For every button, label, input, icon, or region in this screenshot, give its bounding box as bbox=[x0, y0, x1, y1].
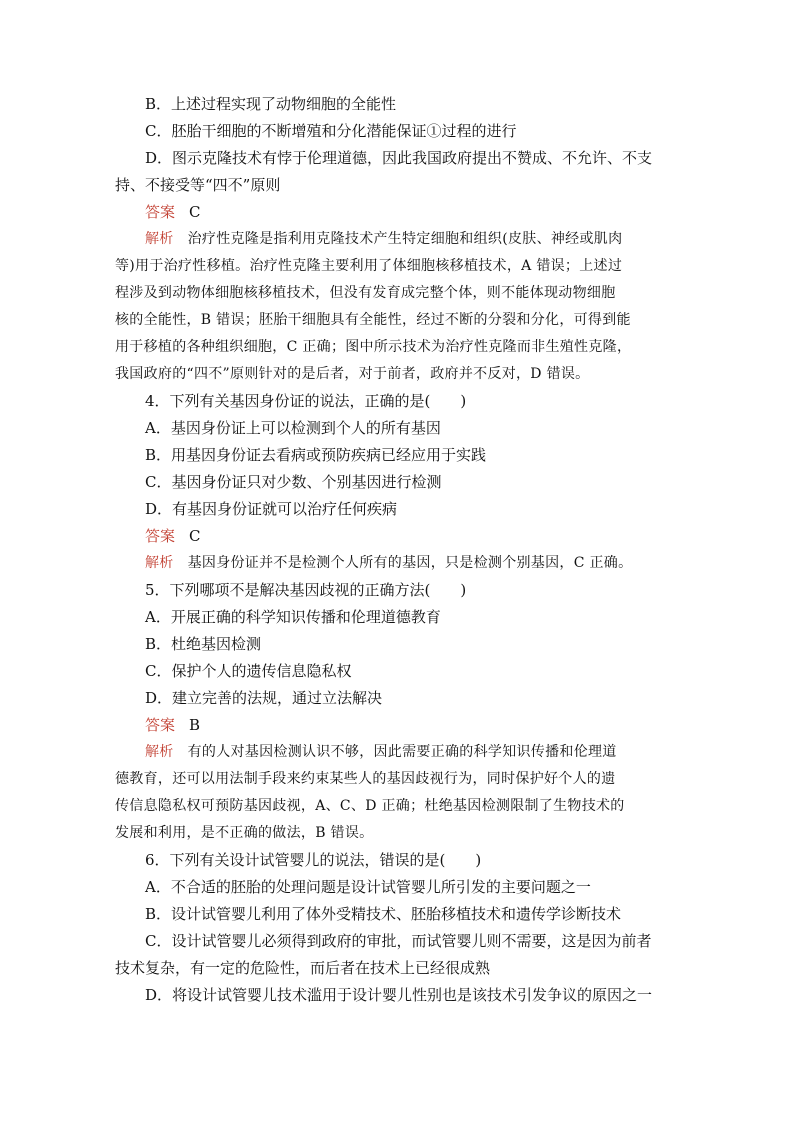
answer-value: C bbox=[189, 203, 201, 221]
q6-stem: 6．下列有关设计试管婴儿的说法，错误的是( ) bbox=[145, 851, 482, 869]
q3-option-c: C．胚胎干细胞的不断增殖和分化潜能保证①过程的进行 bbox=[145, 122, 517, 140]
q3-analysis-line-1 bbox=[115, 226, 683, 253]
q3-option-d-line1: D．图示克隆技术有悖于伦理道德，因此我国政府提出不赞成、不允许、不支 bbox=[145, 149, 653, 167]
analysis-text: 有的人对基因检测认识不够，因此需要正确的科学知识传播和伦理道 bbox=[187, 744, 617, 760]
q3-analysis-line-2: 等)用于治疗性移植。治疗性克隆主要利用了体细胞核移植技术，A 错误；上述过 bbox=[115, 258, 623, 274]
answer-label: 答案 bbox=[145, 716, 176, 734]
q4-option-c: C．基因身份证只对少数、个别基因进行检测 bbox=[145, 473, 442, 491]
q5-option-d: D．建立完善的法规，通过立法解决 bbox=[145, 689, 383, 707]
answer-label: 答案 bbox=[145, 203, 176, 221]
q5-analysis-line-3: 传信息隐私权可预防基因歧视，A、C、D 正确；杜绝基因检测限制了生物技术的 bbox=[115, 798, 625, 814]
q6-option-a: A．不合适的胚胎的处理问题是设计试管婴儿所引发的主要问题之一 bbox=[145, 878, 591, 896]
q5-option-a: A．开展正确的科学知识传播和伦理道德教育 bbox=[145, 608, 441, 626]
q4-option-b: B．用基因身份证去看病或预防疾病已经应用于实践 bbox=[145, 446, 487, 464]
q5-answer bbox=[115, 712, 683, 739]
q5-analysis-line-2: 德教育，还可以用法制手段来约束某些人的基因歧视行为，同时保护好个人的遗 bbox=[115, 771, 616, 787]
analysis-label: 解析 bbox=[145, 231, 174, 247]
q3-analysis-line-5: 用于移植的各种组织细胞，C 正确；图中所示技术为治疗性克隆而非生殖性克隆， bbox=[115, 339, 632, 355]
q5-analysis-line-1 bbox=[115, 739, 683, 766]
analysis-label: 解析 bbox=[145, 744, 174, 760]
q5-option-c: C．保护个人的遗传信息隐私权 bbox=[145, 662, 352, 680]
analysis-label: 解析 bbox=[145, 555, 174, 571]
answer-value: C bbox=[189, 527, 201, 545]
document-page bbox=[115, 91, 683, 1009]
q5-option-b: B．杜绝基因检测 bbox=[145, 635, 262, 653]
q4-answer bbox=[115, 523, 683, 550]
q4-option-a: A．基因身份证上可以检测到个人的所有基因 bbox=[145, 419, 441, 437]
q3-option-d-line2: 持、不接受等“四不”原则 bbox=[115, 176, 281, 194]
q6-option-b: B．设计试管婴儿利用了体外受精技术、胚胎移植技术和遗传学诊断技术 bbox=[145, 905, 622, 923]
answer-label: 答案 bbox=[145, 527, 176, 545]
q3-option-b: B．上述过程实现了动物细胞的全能性 bbox=[145, 95, 397, 113]
q5-analysis-line-4: 发展和利用，是不正确的做法，B 错误。 bbox=[115, 825, 374, 841]
q6-option-c-line2: 技术复杂，有一定的危险性，而后者在技术上已经很成熟 bbox=[115, 959, 491, 977]
q4-stem: 4．下列有关基因身份证的说法，正确的是( ) bbox=[145, 392, 467, 410]
analysis-text: 治疗性克隆是指利用克隆技术产生特定细胞和组织(皮肤、神经或肌肉 bbox=[187, 231, 623, 247]
q5-stem: 5．下列哪项不是解决基因歧视的正确方法( ) bbox=[145, 581, 467, 599]
q6-option-c-line1: C．设计试管婴儿必须得到政府的审批，而试管婴儿则不需要，这是因为前者 bbox=[145, 932, 652, 950]
q3-analysis-line-6: 我国政府的“四不”原则针对的是后者，对于前者，政府并不反对，D 错误。 bbox=[115, 366, 590, 382]
q3-analysis-line-4: 核的全能性，B 错误；胚胎干细胞具有全能性，经过不断的分裂和分化，可得到能 bbox=[115, 312, 631, 328]
q3-answer bbox=[115, 199, 683, 226]
answer-value: B bbox=[189, 716, 201, 734]
q4-option-d: D．有基因身份证就可以治疗任何疾病 bbox=[145, 500, 398, 518]
analysis-text: 基因身份证并不是检测个人所有的基因，只是检测个别基因，C 正确。 bbox=[187, 555, 633, 571]
q3-analysis-line-3: 程涉及到动物体细胞核移植技术，但没有发育成完整个体，则不能体现动物细胞 bbox=[115, 285, 616, 301]
q4-analysis-line-1 bbox=[115, 550, 683, 577]
q6-option-d: D．将设计试管婴儿技术滥用于设计婴儿性别也是该技术引发争议的原因之一 bbox=[145, 986, 653, 1004]
